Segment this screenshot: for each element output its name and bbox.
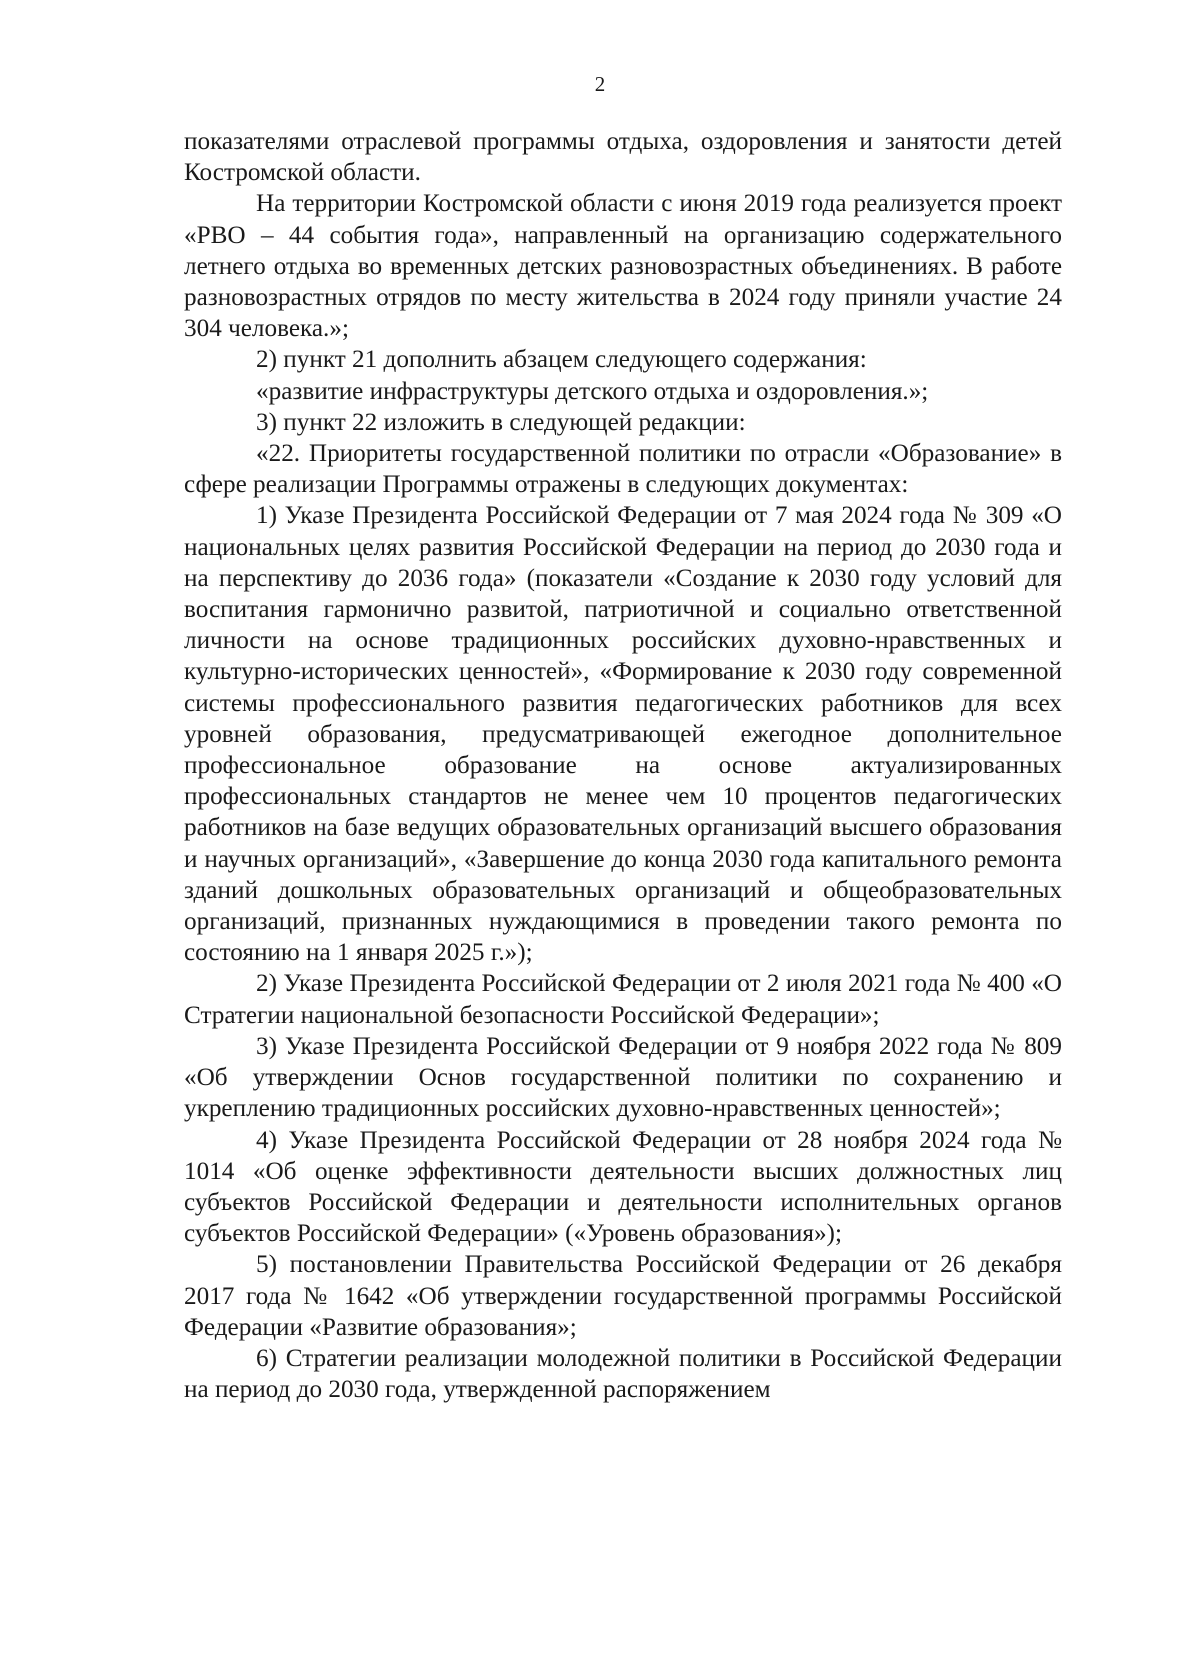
paragraph-point-22: «22. Приоритеты государственной политики по отрасли «Образование» в сфере реализации Программы отражены в следующих документах: xyxy=(184,440,1062,499)
paragraph-decree-4: 4) Указе Президента Российской Федерации от 28 ноября 2024 года № 1014 «Об оценке эффективности деятельности высших должностных лиц субъектов Российской Федерации и деятельности исполнительных органов субъектов Российской Федерации» («Уровень образования»); xyxy=(184,1126,1062,1248)
paragraph-decree-2: 2) Указе Президента Российской Федерации от 2 июля 2021 года № 400 «О Стратегии национальной безопасности Российской Федерации»; xyxy=(184,970,1062,1029)
paragraph-item-3: 3) пункт 22 изложить в следующей редакции: xyxy=(256,408,746,436)
paragraph-infrastructure: «развитие инфраструктуры детского отдыха и оздоровления.»; xyxy=(256,377,929,405)
document-body xyxy=(184,126,1062,1405)
page-number: 2 xyxy=(594,72,606,96)
paragraph-decree-1: 1) Указе Президента Российской Федерации от 7 мая 2024 года № 309 «О национальных целях развития Российской Федерации на период до 2030 года и на перспективу до 2036 года» (показатели «Создание к 2030 году условий для воспитания гармонично развитой, патриотичной и социально ответственной личности на основе традиционных российских духовно-нравственных и культурно-исторических ценностей», «Формирование к 2030 году современной системы профессионального развития педагогических работников для всех уровней образования, предусматривающей ежегодное дополнительное профессиональное образование на основе актуализированных профессиональных стандартов не менее чем 10 процентов педагогических работников на базе ведущих образовательных организаций высшего образования и научных организаций», «Завершение до конца 2030 года капитального ремонта зданий дошкольных образовательных организаций и общеобразовательных организаций, признанных нуждающимися в проведении такого ремонта по состоянию на 1 января 2025 г.»); xyxy=(184,502,1062,967)
paragraph-decree-3: 3) Указе Президента Российской Федерации от 9 ноября 2022 года № 809 «Об утверждении Основ государственной политики по сохранению и укреплению традиционных российских духовно-нравственных ценностей»; xyxy=(184,1032,1062,1123)
paragraph-strategy-6: 6) Стратегии реализации молодежной политики в Российской Федерации на период до 2030 года, утвержденной распоряжением xyxy=(184,1344,1062,1404)
paragraph-continuation: показателями отраслевой программы отдыха, оздоровления и занятости детей Костромской области. xyxy=(184,128,1062,187)
paragraph-resolution-5: 5) постановлении Правительства Российской Федерации от 26 декабря 2017 года № 1642 «Об утверждении государственной программы Российской Федерации «Развитие образования»; xyxy=(184,1251,1062,1341)
paragraph-rvo-project: На территории Костромской области с июня 2019 года реализуется проект «РВО – 44 события года», направленный на организацию содержательного летнего отдыха во временных детских разновозрастных объединениях. В работе разновозрастных отрядов по месту жительства в 2024 году приняли участие 24 304 человека.»; xyxy=(184,190,1062,343)
paragraph-item-2: 2) пункт 21 дополнить абзацем следующего содержания: xyxy=(256,346,867,374)
